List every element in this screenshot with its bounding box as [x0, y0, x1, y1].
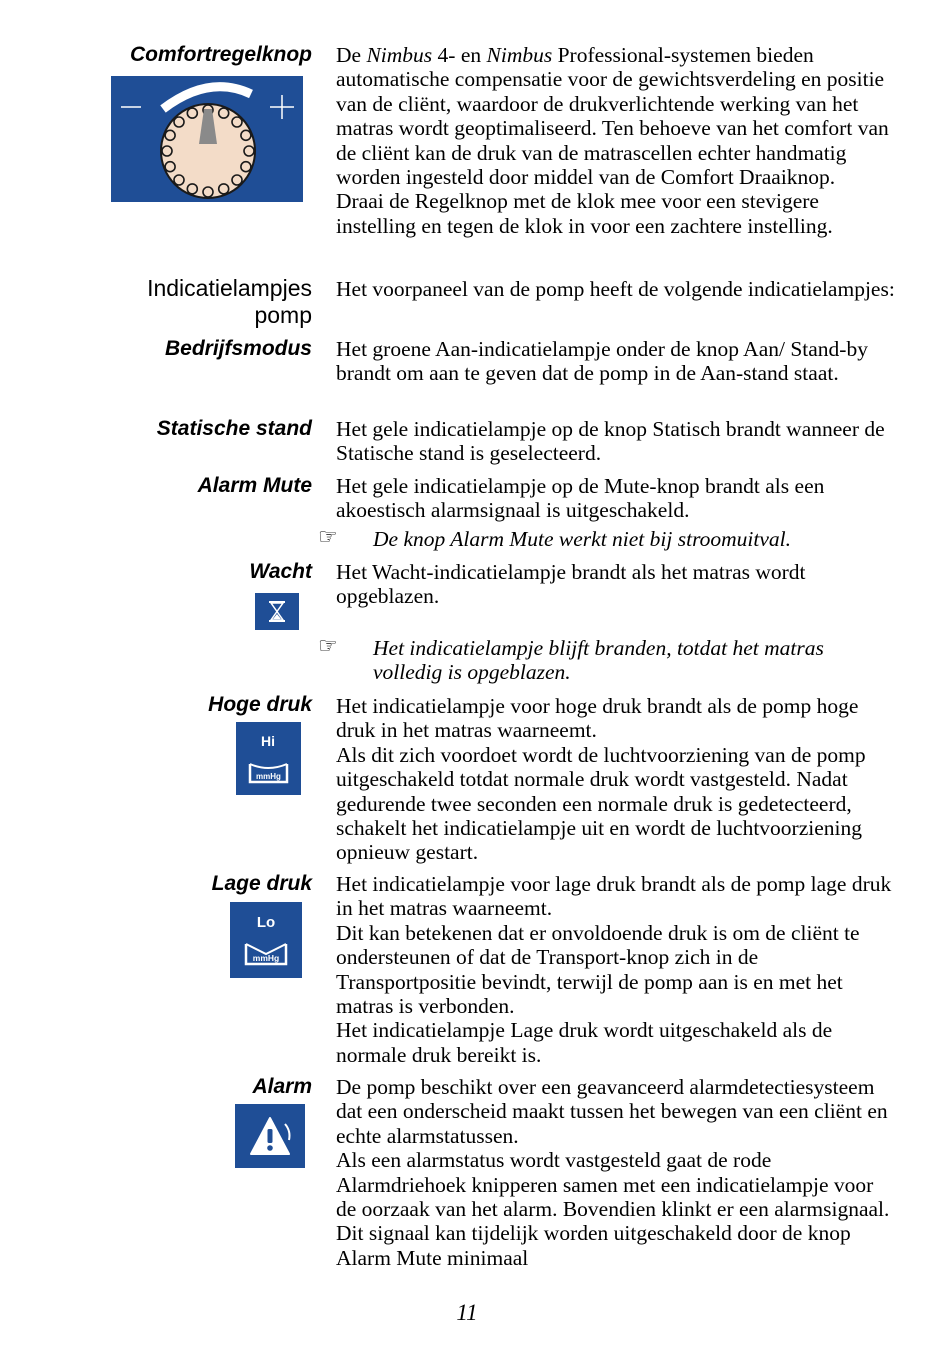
- low-pressure-text: Het indicatielampje voor lage druk brandt als de pomp lage druk in het matras waarneemt. Dit kan betekenen dat er onvoldoende druk is om de cliënt te ondersteunen of dat de Transport-knop zich in de Transportpositie bevindt, terwijl de pomp aan is en met het matras is verbonden. Het indicatielampje Lage druk wordt uitgeschakeld als de normale druk bereikt is.: [336, 872, 892, 1067]
- brand-nimbus-professional: Nimbus: [486, 43, 553, 67]
- comfort-instruction: Draai de Regelknop met de klok mee voor een stevigere instelling en tegen de klok in voor een zachtere instelling.: [336, 189, 833, 238]
- alarm-mute-label: Alarm Mute: [197, 474, 312, 497]
- svg-text:mmHg: mmHg: [252, 953, 280, 963]
- svg-text:Lo: Lo: [256, 914, 276, 931]
- pointing-hand-icon: ☞: [318, 524, 338, 549]
- svg-text:mmHg: mmHg: [256, 772, 281, 781]
- alarm-mute-note: ☞ De knop Alarm Mute werkt niet bij stroomuitval.: [318, 524, 792, 551]
- comfort-dial-label: Comfortregelknop: [129, 43, 312, 66]
- wait-text: Het Wacht-indicatielampje brandt als het matras wordt opgeblazen.: [336, 560, 806, 609]
- page-number: 11: [456, 1300, 478, 1325]
- operating-mode-label: Bedrijfsmodus: [164, 337, 312, 360]
- hourglass-icon: [255, 593, 299, 630]
- alarm-triangle-icon: [235, 1104, 305, 1168]
- wait-note: ☞ Het indicatielampje blijft branden, totdat het matras volledig is opgeblazen.: [318, 633, 824, 685]
- static-mode-label: Statische stand: [156, 417, 312, 440]
- brand-nimbus-4: Nimbus: [366, 43, 433, 67]
- wait-label: Wacht: [249, 560, 312, 583]
- high-pressure-icon: [236, 722, 301, 795]
- dial-graphic: [111, 76, 303, 202]
- alarm-mute-text: Het gele indicatielampje op de Mute-knop brandt als een akoestisch alarmsignaal is uitgeschakeld.: [336, 474, 825, 523]
- high-pressure-label: Hoge druk: [208, 693, 312, 716]
- alarm-text: De pomp beschikt over een geavanceerd alarmdetectiesysteem dat een onderscheid maakt tussen het bewegen van een cliënt en echte alarmstatussen. Als een alarmstatus wordt vastgesteld gaat de rode Alarmdriehoek knipperen samen met een indicatielampje voor de oorzaak van het alarm. Bovendien klinkt er een alarmsignaal. Dit signaal kan tijdelijk worden uitgeschakeld door de knop Alarm Mute minimaal: [336, 1075, 890, 1270]
- comfort-description: De Nimbus 4- en Nimbus Professional-systemen bieden automatische compensatie voor de gewichtsverdeling en positie van de cliënt, waardoor de drukverlichtende werking van het matras wordt geoptimaliseerd. Ten behoeve van het comfort van de cliënt kan de druk van de matrascellen echter handmatig worden ingesteld door middel van de Comfort Draaiknop. Draai de Regelknop met de klok mee voor een stevigere instelling en tegen de klok in voor een zachtere instelling.: [336, 43, 896, 238]
- static-mode-text: Het gele indicatielampje op de knop Statisch brandt wanneer de Statische stand is geselecteerd.: [336, 417, 885, 466]
- pointing-hand-icon: ☞: [318, 633, 338, 658]
- low-pressure-icon: [230, 902, 302, 978]
- indicators-intro: Het voorpaneel van de pomp heeft de volgende indicatielampjes:: [336, 277, 895, 301]
- alarm-label: Alarm: [252, 1075, 312, 1098]
- low-pressure-label: Lage druk: [211, 872, 312, 895]
- high-pressure-text: Het indicatielampje voor hoge druk brandt als de pomp hoge druk in het matras waarneemt. Als dit zich voordoet wordt de luchtvoorziening van de pomp uitgeschakeld totdat normale druk wordt vastgesteld. Nadat gedurende twee seconden een normale druk is gedetecteerd, schakelt het indicatielampje uit en wordt de luchtvoorziening opnieuw gestart.: [336, 694, 866, 865]
- operating-mode-text: Het groene Aan-indicatielampje onder de knop Aan/ Stand-by brandt om aan te geven dat de pomp in de Aan-stand staat.: [336, 337, 868, 386]
- indicators-heading: Indicatielampjes pomp: [147, 275, 312, 328]
- svg-text:Hi: Hi: [261, 733, 275, 749]
- comfort-dial-icon: [111, 76, 303, 202]
